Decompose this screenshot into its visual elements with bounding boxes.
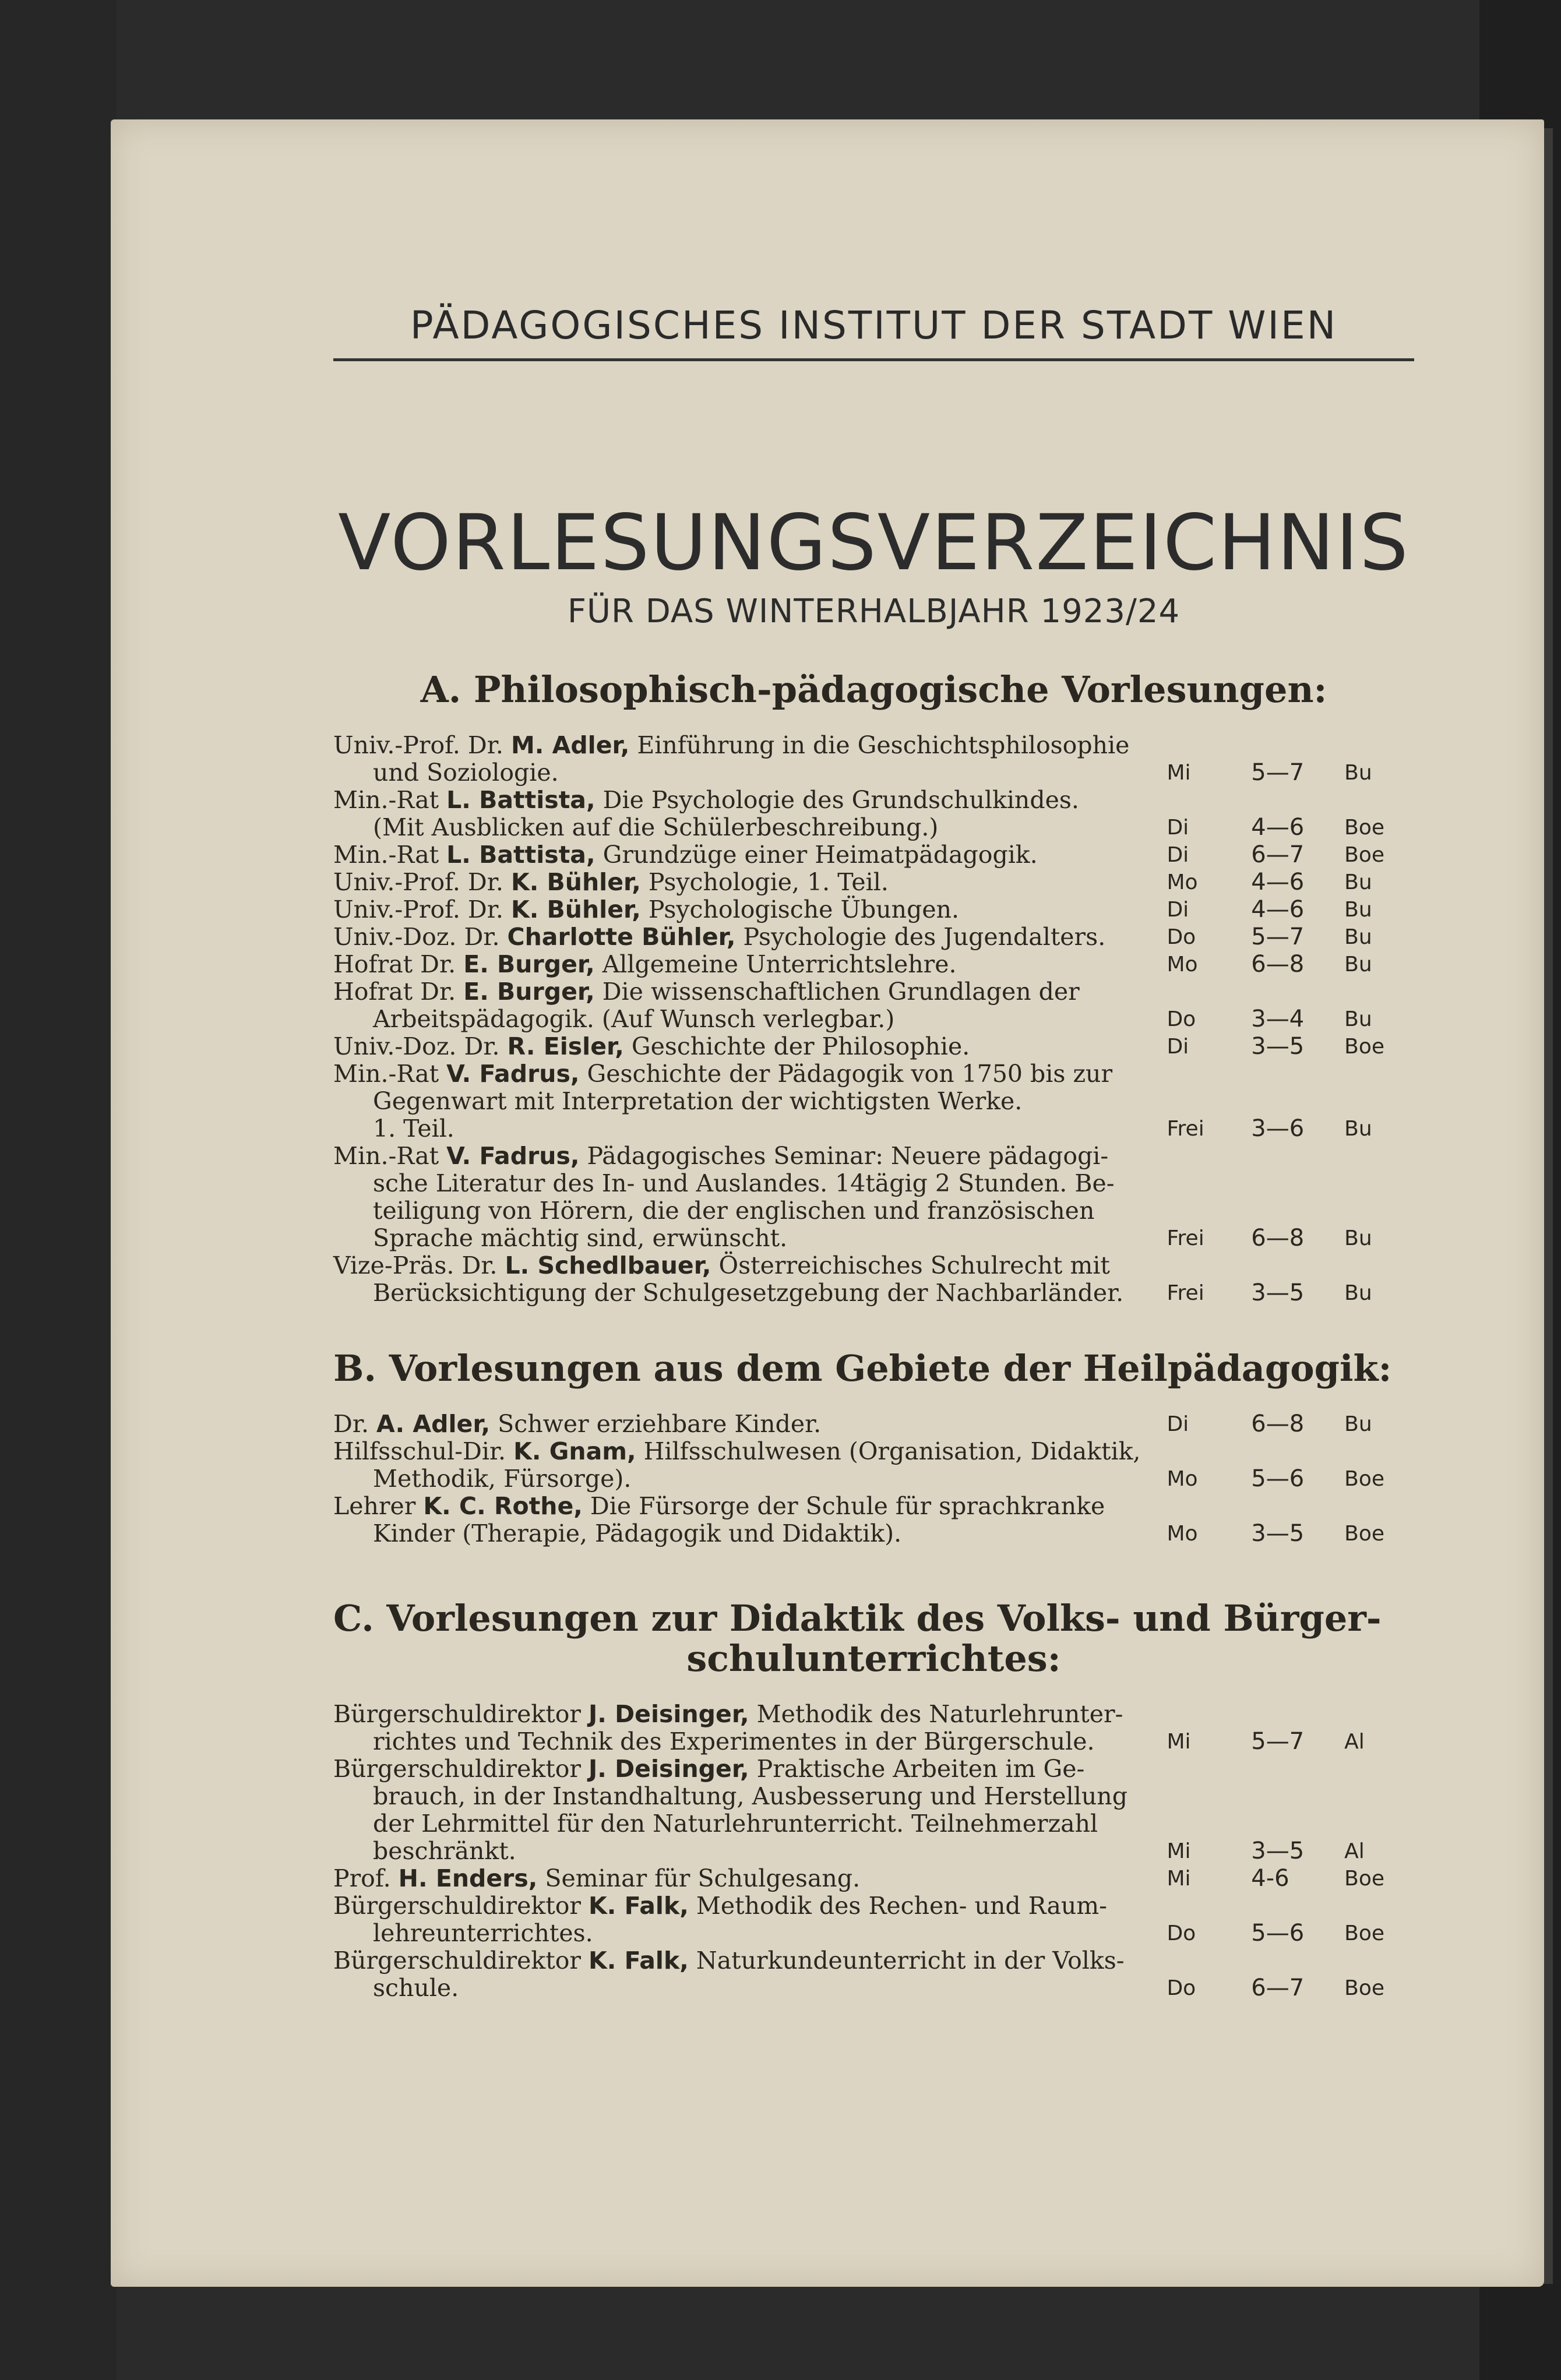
weekday: Di	[1167, 898, 1189, 922]
room-code: Boe	[1344, 843, 1384, 868]
entry-text: der Lehrmittel für den Naturlehrunterricht. Teilnehmerzahl	[373, 1809, 1098, 1838]
entry-text: Min.-Rat	[333, 1060, 447, 1088]
list-item	[333, 951, 1414, 978]
list-item	[333, 896, 1414, 923]
list-item	[333, 1947, 1414, 2002]
section-b-list	[333, 1411, 1414, 1547]
lecturer-name: A. Adler,	[376, 1410, 491, 1438]
institute-name: PÄDAGOGISCHES INSTITUT DER STADT WIEN	[410, 303, 1338, 348]
entry-text: Arbeitspädagogik. (Auf Wunsch verlegbar.)	[373, 1005, 895, 1034]
weekday: Do	[1167, 925, 1196, 950]
list-item	[333, 978, 1414, 1033]
entry-text: Praktische Arbeiten im Ge-	[749, 1754, 1085, 1783]
weekday: Do	[1167, 1921, 1196, 1945]
time-slot: 6—7	[1251, 841, 1305, 869]
entry-text: Kinder (Therapie, Pädagogik und Didaktik).	[373, 1519, 902, 1548]
section-b-heading: B. Vorlesungen aus dem Gebiete der Heilpädagogik:	[333, 1347, 1392, 1390]
page-title: VORLESUNGSVERZEICHNIS	[338, 498, 1410, 588]
entry-text: Psychologie, 1. Teil.	[640, 868, 889, 897]
list-item	[333, 787, 1414, 841]
entry-text: richtes und Technik des Experimentes in der Bürgerschule.	[373, 1727, 1095, 1755]
entry-text: Univ.-Doz. Dr.	[333, 923, 508, 951]
weekday: Mi	[1167, 1729, 1191, 1754]
entry-text: brauch, in der Instandhaltung, Ausbesserung und Herstellung	[373, 1782, 1127, 1810]
entry-text: Hilfsschulwesen (Organisation, Didaktik,	[636, 1437, 1141, 1466]
entry-text: Allgemeine Unterrichtslehre.	[594, 950, 957, 979]
section-c-heading-line2: schulunterrichtes:	[686, 1637, 1061, 1680]
list-item	[333, 1252, 1414, 1307]
weekday: Mi	[1167, 1839, 1191, 1863]
entry-text: und Soziologie.	[373, 759, 559, 787]
time-slot: 3—5	[1251, 1033, 1305, 1060]
entry-text: Hofrat Dr.	[333, 978, 464, 1006]
room-code: Bu	[1344, 1412, 1372, 1437]
weekday: Di	[1167, 1412, 1189, 1437]
time-slot: 3—4	[1251, 1006, 1305, 1033]
entry-text: 1. Teil.	[373, 1115, 454, 1143]
weekday: Do	[1167, 1007, 1196, 1032]
entry-text: Dr.	[333, 1410, 377, 1438]
entry-text: Berücksichtigung der Schulgesetzgebung der Nachbarländer.	[373, 1279, 1124, 1307]
room-code: Bu	[1344, 898, 1372, 922]
room-code: Boe	[1344, 1522, 1384, 1546]
entry-description	[333, 1438, 1154, 1493]
entry-description	[333, 841, 1154, 869]
lecturer-name: J. Deisinger,	[589, 1700, 749, 1728]
weekday: Di	[1167, 1035, 1189, 1059]
entry-text: sche Literatur des In- und Auslandes. 14tägig 2 Stunden. Be-	[373, 1169, 1115, 1198]
list-item	[333, 1865, 1414, 1892]
entry-text: beschränkt.	[373, 1836, 516, 1865]
scan-background-left	[0, 0, 117, 2380]
weekday: Di	[1167, 843, 1189, 868]
lecturer-name: J. Deisinger,	[589, 1754, 749, 1783]
entry-description	[333, 1701, 1154, 1755]
entry-text: Die Fürsorge der Schule für sprachkranke	[582, 1492, 1105, 1521]
entry-text: Pädagogisches Seminar: Neuere pädagogi-	[579, 1142, 1109, 1170]
time-slot: 6—8	[1251, 951, 1305, 978]
time-slot: 4—6	[1251, 814, 1305, 841]
list-item	[333, 869, 1414, 896]
time-slot: 3—5	[1251, 1520, 1305, 1547]
time-slot: 3—6	[1251, 1115, 1305, 1143]
entry-text: Grundzüge einer Heimatpädagogik.	[595, 841, 1038, 869]
lecturer-name: L. Battista,	[446, 786, 595, 815]
entry-description	[333, 1143, 1154, 1252]
time-slot: 4-6	[1251, 1864, 1289, 1892]
entry-description	[333, 978, 1154, 1033]
page-subtitle: FÜR DAS WINTERHALBJAHR 1923/24	[567, 593, 1181, 630]
list-item	[333, 1701, 1414, 1755]
lecturer-name: M. Adler,	[510, 731, 630, 760]
lecturer-name: L. Battista,	[446, 841, 595, 869]
entry-text: lehreunterrichtes.	[373, 1919, 593, 1947]
entry-text: Sprache mächtig sind, erwünscht.	[373, 1224, 788, 1253]
lecturer-name: E. Burger,	[463, 978, 595, 1006]
entry-text: Univ.-Prof. Dr.	[333, 895, 511, 924]
entry-text: Hilfsschul-Dir.	[333, 1437, 514, 1466]
entry-description	[333, 1411, 1154, 1438]
lecturer-name: K. Bühler,	[510, 895, 641, 924]
entry-text: schule.	[373, 1973, 459, 2002]
entry-text: Hofrat Dr.	[333, 950, 464, 979]
entry-description	[333, 1947, 1154, 2002]
section-a-list	[333, 732, 1414, 1307]
entry-text: Psychologie des Jugendalters.	[735, 923, 1106, 951]
lecturer-name: E. Burger,	[463, 950, 595, 979]
entry-text: Naturkundeunterricht in der Volks-	[688, 1946, 1125, 1974]
entry-text: Univ.-Prof. Dr.	[333, 868, 511, 897]
entry-description	[333, 732, 1154, 787]
room-code: Bu	[1344, 925, 1372, 950]
page-content	[223, 303, 1414, 2002]
time-slot: 4—6	[1251, 869, 1305, 896]
entry-text: Univ.-Prof. Dr.	[333, 731, 511, 760]
list-item	[333, 1060, 1414, 1143]
entry-description	[333, 1493, 1154, 1547]
lecturer-name: V. Fadrus,	[446, 1142, 580, 1170]
list-item	[333, 1438, 1414, 1493]
weekday: Frei	[1167, 1226, 1204, 1251]
room-code: Boe	[1344, 1866, 1384, 1891]
header-rule	[333, 358, 1414, 361]
list-item	[333, 923, 1414, 951]
weekday: Mi	[1167, 1866, 1191, 1891]
entry-text: Methodik des Naturlehrunter-	[749, 1700, 1123, 1728]
entry-text: Bürgerschuldirektor	[333, 1891, 589, 1920]
time-slot: 6—8	[1251, 1225, 1305, 1252]
weekday: Mi	[1167, 761, 1191, 785]
time-slot: 4—6	[1251, 896, 1305, 923]
weekday: Frei	[1167, 1117, 1204, 1141]
entry-text: Seminar für Schulgesang.	[537, 1864, 861, 1892]
entry-description	[333, 1755, 1154, 1865]
entry-text: teiligung von Hörern, die der englischen und französischen	[373, 1197, 1095, 1225]
time-slot: 5—6	[1251, 1465, 1305, 1493]
list-item	[333, 841, 1414, 869]
list-item	[333, 1143, 1414, 1252]
room-code: Bu	[1344, 1007, 1372, 1032]
list-item	[333, 732, 1414, 787]
list-item	[333, 1411, 1414, 1438]
entry-description	[333, 1060, 1154, 1143]
lecturer-name: L. Schedlbauer,	[505, 1251, 711, 1280]
entry-text: Die Psychologie des Grundschulkindes.	[595, 786, 1079, 815]
entry-description	[333, 1892, 1154, 1947]
room-code: Bu	[1344, 1117, 1372, 1141]
entry-description	[333, 923, 1154, 951]
entry-text: Geschichte der Pädagogik von 1750 bis zur	[579, 1060, 1113, 1088]
weekday: Mo	[1167, 1522, 1198, 1546]
time-slot: 3—5	[1251, 1279, 1305, 1307]
entry-description	[333, 869, 1154, 896]
lecturer-name: R. Eisler,	[507, 1032, 624, 1061]
weekday: Mo	[1167, 1467, 1198, 1492]
section-c-heading	[333, 1599, 1414, 1678]
entry-text: Geschichte der Philosophie.	[623, 1032, 970, 1061]
lecturer-name: K. C. Rothe,	[423, 1492, 583, 1521]
room-code: Al	[1344, 1729, 1365, 1754]
lecturer-name: K. Gnam,	[513, 1437, 636, 1466]
room-code: Al	[1344, 1839, 1365, 1863]
weekday: Mo	[1167, 870, 1198, 895]
time-slot: 6—7	[1251, 1974, 1305, 2001]
entry-description	[333, 1252, 1154, 1307]
lecturer-name: K. Bühler,	[510, 868, 641, 897]
room-code: Boe	[1344, 1035, 1384, 1059]
room-code: Bu	[1344, 953, 1372, 977]
entry-text: Vize-Präs. Dr.	[333, 1251, 505, 1280]
time-slot: 5—6	[1251, 1919, 1305, 1947]
entry-text: Lehrer	[333, 1492, 424, 1521]
entry-text: Min.-Rat	[333, 786, 447, 815]
lecturer-name: Charlotte Bühler,	[507, 923, 736, 951]
entry-text: Bürgerschuldirektor	[333, 1754, 589, 1783]
weekday: Mo	[1167, 953, 1198, 977]
time-slot: 5—7	[1251, 1727, 1305, 1755]
lecturer-name: K. Falk,	[589, 1891, 689, 1920]
entry-text: Psychologische Übungen.	[640, 895, 960, 924]
room-code: Boe	[1344, 1976, 1384, 2000]
entry-text: Bürgerschuldirektor	[333, 1946, 589, 1974]
entry-text: Min.-Rat	[333, 841, 447, 869]
section-c-list	[333, 1701, 1414, 2002]
room-code: Boe	[1344, 1921, 1384, 1945]
time-slot: 5—7	[1251, 759, 1305, 787]
entry-text: Gegenwart mit Interpretation der wichtigsten Werke.	[373, 1087, 1023, 1116]
entry-text: Österreichisches Schulrecht mit	[711, 1251, 1110, 1280]
entry-text: Methodik, Fürsorge).	[373, 1465, 632, 1493]
entry-text: Die wissenschaftlichen Grundlagen der	[594, 978, 1080, 1006]
entry-text: Univ.-Doz. Dr.	[333, 1032, 508, 1061]
weekday: Di	[1167, 816, 1189, 840]
section-a-heading: A. Philosophisch-pädagogische Vorlesungen:	[420, 668, 1327, 711]
entry-description	[333, 787, 1154, 841]
room-code: Boe	[1344, 1467, 1384, 1492]
time-slot: 6—8	[1251, 1411, 1305, 1438]
room-code: Boe	[1344, 816, 1384, 840]
entry-text: Bürgerschuldirektor	[333, 1700, 589, 1728]
time-slot: 5—7	[1251, 923, 1305, 951]
entry-text: Schwer erziehbare Kinder.	[490, 1410, 822, 1438]
room-code: Bu	[1344, 1281, 1372, 1306]
time-slot: 3—5	[1251, 1837, 1305, 1864]
entry-text: Min.-Rat	[333, 1142, 447, 1170]
room-code: Bu	[1344, 1226, 1372, 1251]
list-item	[333, 1892, 1414, 1947]
lecturer-name: V. Fadrus,	[446, 1060, 580, 1088]
entry-description	[333, 1865, 1154, 1892]
entry-text: Prof.	[333, 1864, 399, 1892]
room-code: Bu	[1344, 870, 1372, 895]
entry-description	[333, 951, 1154, 978]
lecturer-name: H. Enders,	[398, 1864, 538, 1892]
entry-text: Methodik des Rechen- und Raum-	[688, 1891, 1108, 1920]
weekday: Do	[1167, 1976, 1196, 2000]
list-item	[333, 1755, 1414, 1865]
entry-text: Einführung in die Geschichtsphilosophie	[629, 731, 1130, 760]
section-c-heading-line1: C. Vorlesungen zur Didaktik des Volks- und Bürger-	[333, 1597, 1382, 1640]
lecturer-name: K. Falk,	[589, 1946, 689, 1974]
list-item	[333, 1493, 1414, 1547]
room-code: Bu	[1344, 761, 1372, 785]
entry-description	[333, 1033, 1154, 1060]
list-item	[333, 1033, 1414, 1060]
entry-text: (Mit Ausblicken auf die Schülerbeschreibung.)	[373, 813, 939, 842]
weekday: Frei	[1167, 1281, 1204, 1306]
entry-description	[333, 896, 1154, 923]
